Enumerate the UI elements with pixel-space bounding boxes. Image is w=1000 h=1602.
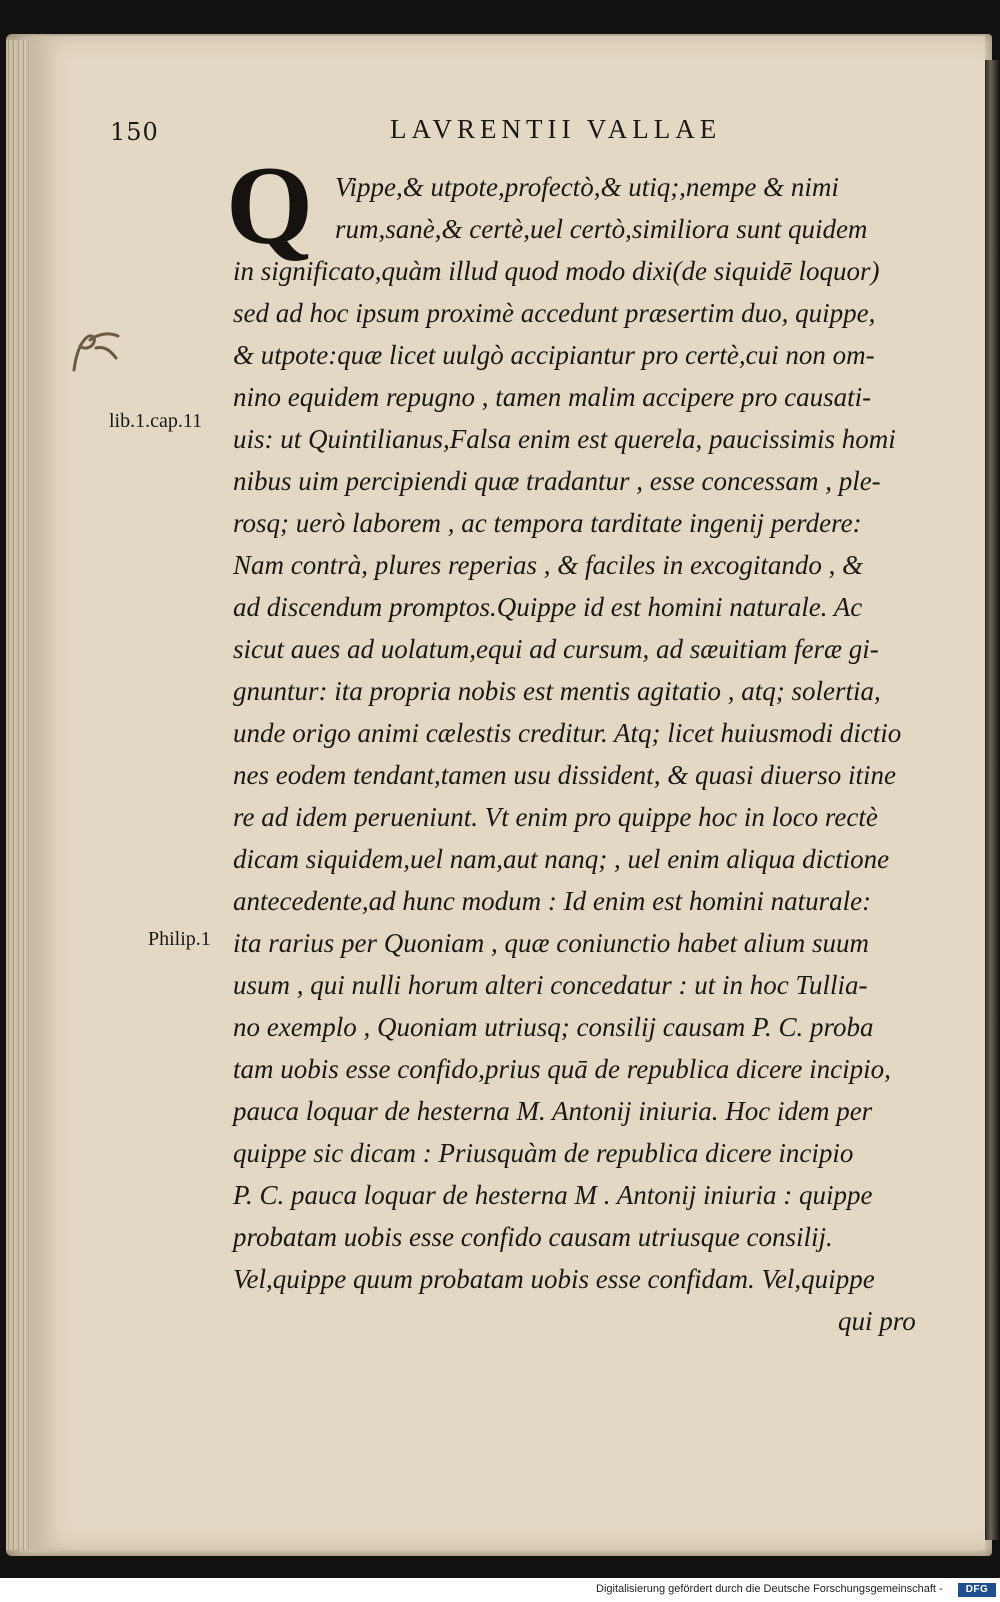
text-line: uis: ut Quintilianus,Falsa enim est querela, paucissimis homi <box>233 424 896 454</box>
text-line: Nam contrà, plures reperias , & faciles in excogitando , & <box>233 550 864 580</box>
text-line: ita rarius per Quoniam , quæ coniunctio habet alium suum <box>233 928 869 958</box>
text-line: tam uobis esse confido,prius quā de republica dicere incipio, <box>233 1054 891 1084</box>
text-line: no exemplo , Quoniam utriusq; consilij causam P. C. proba <box>233 1012 874 1042</box>
catchword: qui pro <box>838 1306 916 1336</box>
text-line: in significato,quàm illud quod modo dixi(de siquidē loquor) <box>233 256 880 286</box>
dfg-logo: DFG <box>958 1583 996 1597</box>
text-line: unde origo animi cælestis creditur. Atq; licet huiusmodi dictio <box>233 718 902 748</box>
running-head: LAVRENTII VALLAE <box>390 114 722 144</box>
binding-edge <box>985 60 999 1540</box>
text-line: P. C. pauca loquar de hesterna M . Antonij iniuria : quippe <box>233 1180 873 1210</box>
text-line: Vel,quippe quum probatam uobis esse confidam. Vel,quippe <box>233 1264 875 1294</box>
text-line: nibus uim percipiendi quæ tradantur , esse concessam , ple- <box>233 466 881 496</box>
folio-number: 150 <box>110 118 159 146</box>
text-line: gnuntur: ita propria nobis est mentis agitatio , atq; solertia, <box>233 676 881 706</box>
page-edges <box>6 40 32 1550</box>
digitization-credit: Digitalisierung gefördert durch die Deutsche Forschungsgemeinschaft - <box>596 1583 943 1595</box>
text-line: & utpote:quæ licet uulgò accipiantur pro certè,cui non om- <box>233 340 875 370</box>
drop-cap-initial: Q <box>226 144 314 268</box>
text-line: usum , qui nulli horum alteri concedatur : ut in hoc Tullia- <box>233 970 868 1000</box>
text-line: sed ad hoc ipsum proximè accedunt præsertim duo, quippe, <box>233 298 876 328</box>
text-line: re ad idem perueniunt. Vt enim pro quippe hoc in loco rectè <box>233 802 878 832</box>
text-line: Vippe,& utpote,profectò,& utiq;,nempe & nimi <box>335 172 839 202</box>
text-line: nes eodem tendant,tamen usu dissident, & quasi diuerso itine <box>233 760 896 790</box>
text-line: rosq; uerò laborem , ac tempora tarditate ingenij perdere: <box>233 508 862 538</box>
marginal-note-reference: lib.1.cap.11 <box>109 410 203 432</box>
text-line: quippe sic dicam : Priusquàm de republica dicere incipio <box>233 1138 854 1168</box>
text-line: probatam uobis esse confido causam utriusque consilij. <box>233 1222 833 1252</box>
text-line: ad discendum promptos.Quippe id est homini naturale. Ac <box>233 592 863 622</box>
text-line: nino equidem repugno , tamen malim accipere pro causati- <box>233 382 872 412</box>
text-line: pauca loquar de hesterna M. Antonij iniuria. Hoc idem per <box>233 1096 873 1126</box>
marginal-flourish-mark <box>66 320 126 376</box>
text-line: dicam siquidem,uel nam,aut nanq; , uel enim aliqua dictione <box>233 844 890 874</box>
text-line: sicut aues ad uolatum,equi ad cursum, ad sæuitiam feræ gi- <box>233 634 879 664</box>
text-line: rum,sanè,& certè,uel certò,similiora sunt quidem <box>335 214 868 244</box>
marginal-note-philippic: Philip.1 <box>148 928 211 950</box>
text-line: antecedente,ad hunc modum : Id enim est homini naturale: <box>233 886 872 916</box>
